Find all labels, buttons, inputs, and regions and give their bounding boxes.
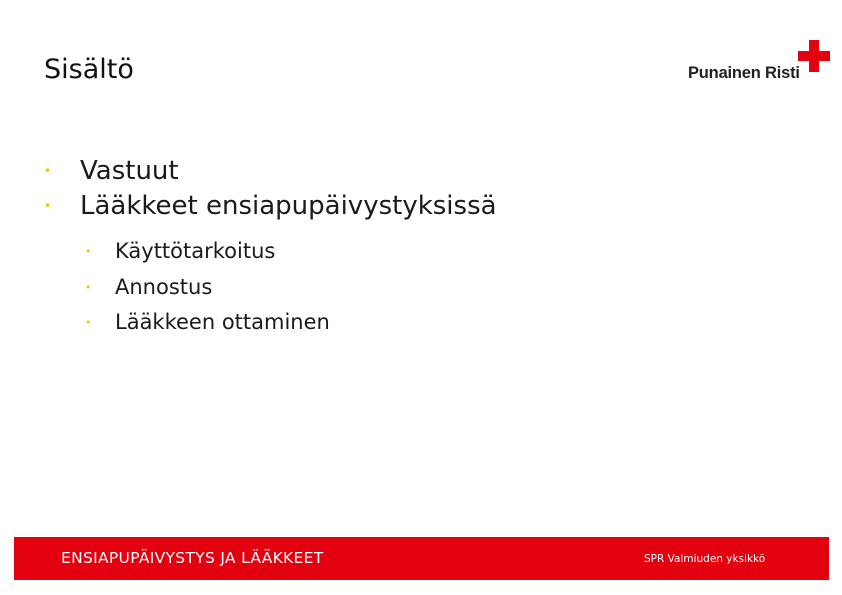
sub-bullet-list: [85, 234, 330, 341]
sub-bullet-text: Lääkkeen ottaminen: [115, 310, 330, 334]
bullet-icon: •: [85, 245, 92, 258]
footer-bar: [14, 537, 829, 580]
bullet-text: Vastuut: [80, 156, 179, 186]
slide-title: Sisältö: [44, 54, 134, 85]
list-item: [85, 234, 330, 270]
sub-bullet-text: Käyttötarkoitus: [115, 239, 276, 263]
sub-bullet-text: Annostus: [115, 274, 213, 299]
bullet-icon: •: [85, 316, 92, 329]
list-item: [44, 154, 497, 189]
main-bullet-list: [44, 154, 497, 224]
red-cross-icon: [798, 40, 830, 72]
bullet-icon: •: [85, 280, 92, 294]
list-item: [85, 270, 330, 306]
list-item: [44, 189, 497, 224]
bullet-icon: •: [44, 199, 52, 213]
punainen-risti-logo: [688, 40, 830, 88]
footer-title: ENSIAPUPÄIVYSTYS JA LÄÄKKEET: [61, 549, 324, 567]
list-item: [85, 305, 330, 341]
bullet-text: Lääkkeet ensiapupäivystyksissä: [80, 191, 497, 221]
logo-text: Punainen Risti: [688, 64, 800, 82]
bullet-icon: •: [44, 164, 52, 178]
footer-organization: SPR Valmiuden yksikkö: [644, 553, 766, 565]
